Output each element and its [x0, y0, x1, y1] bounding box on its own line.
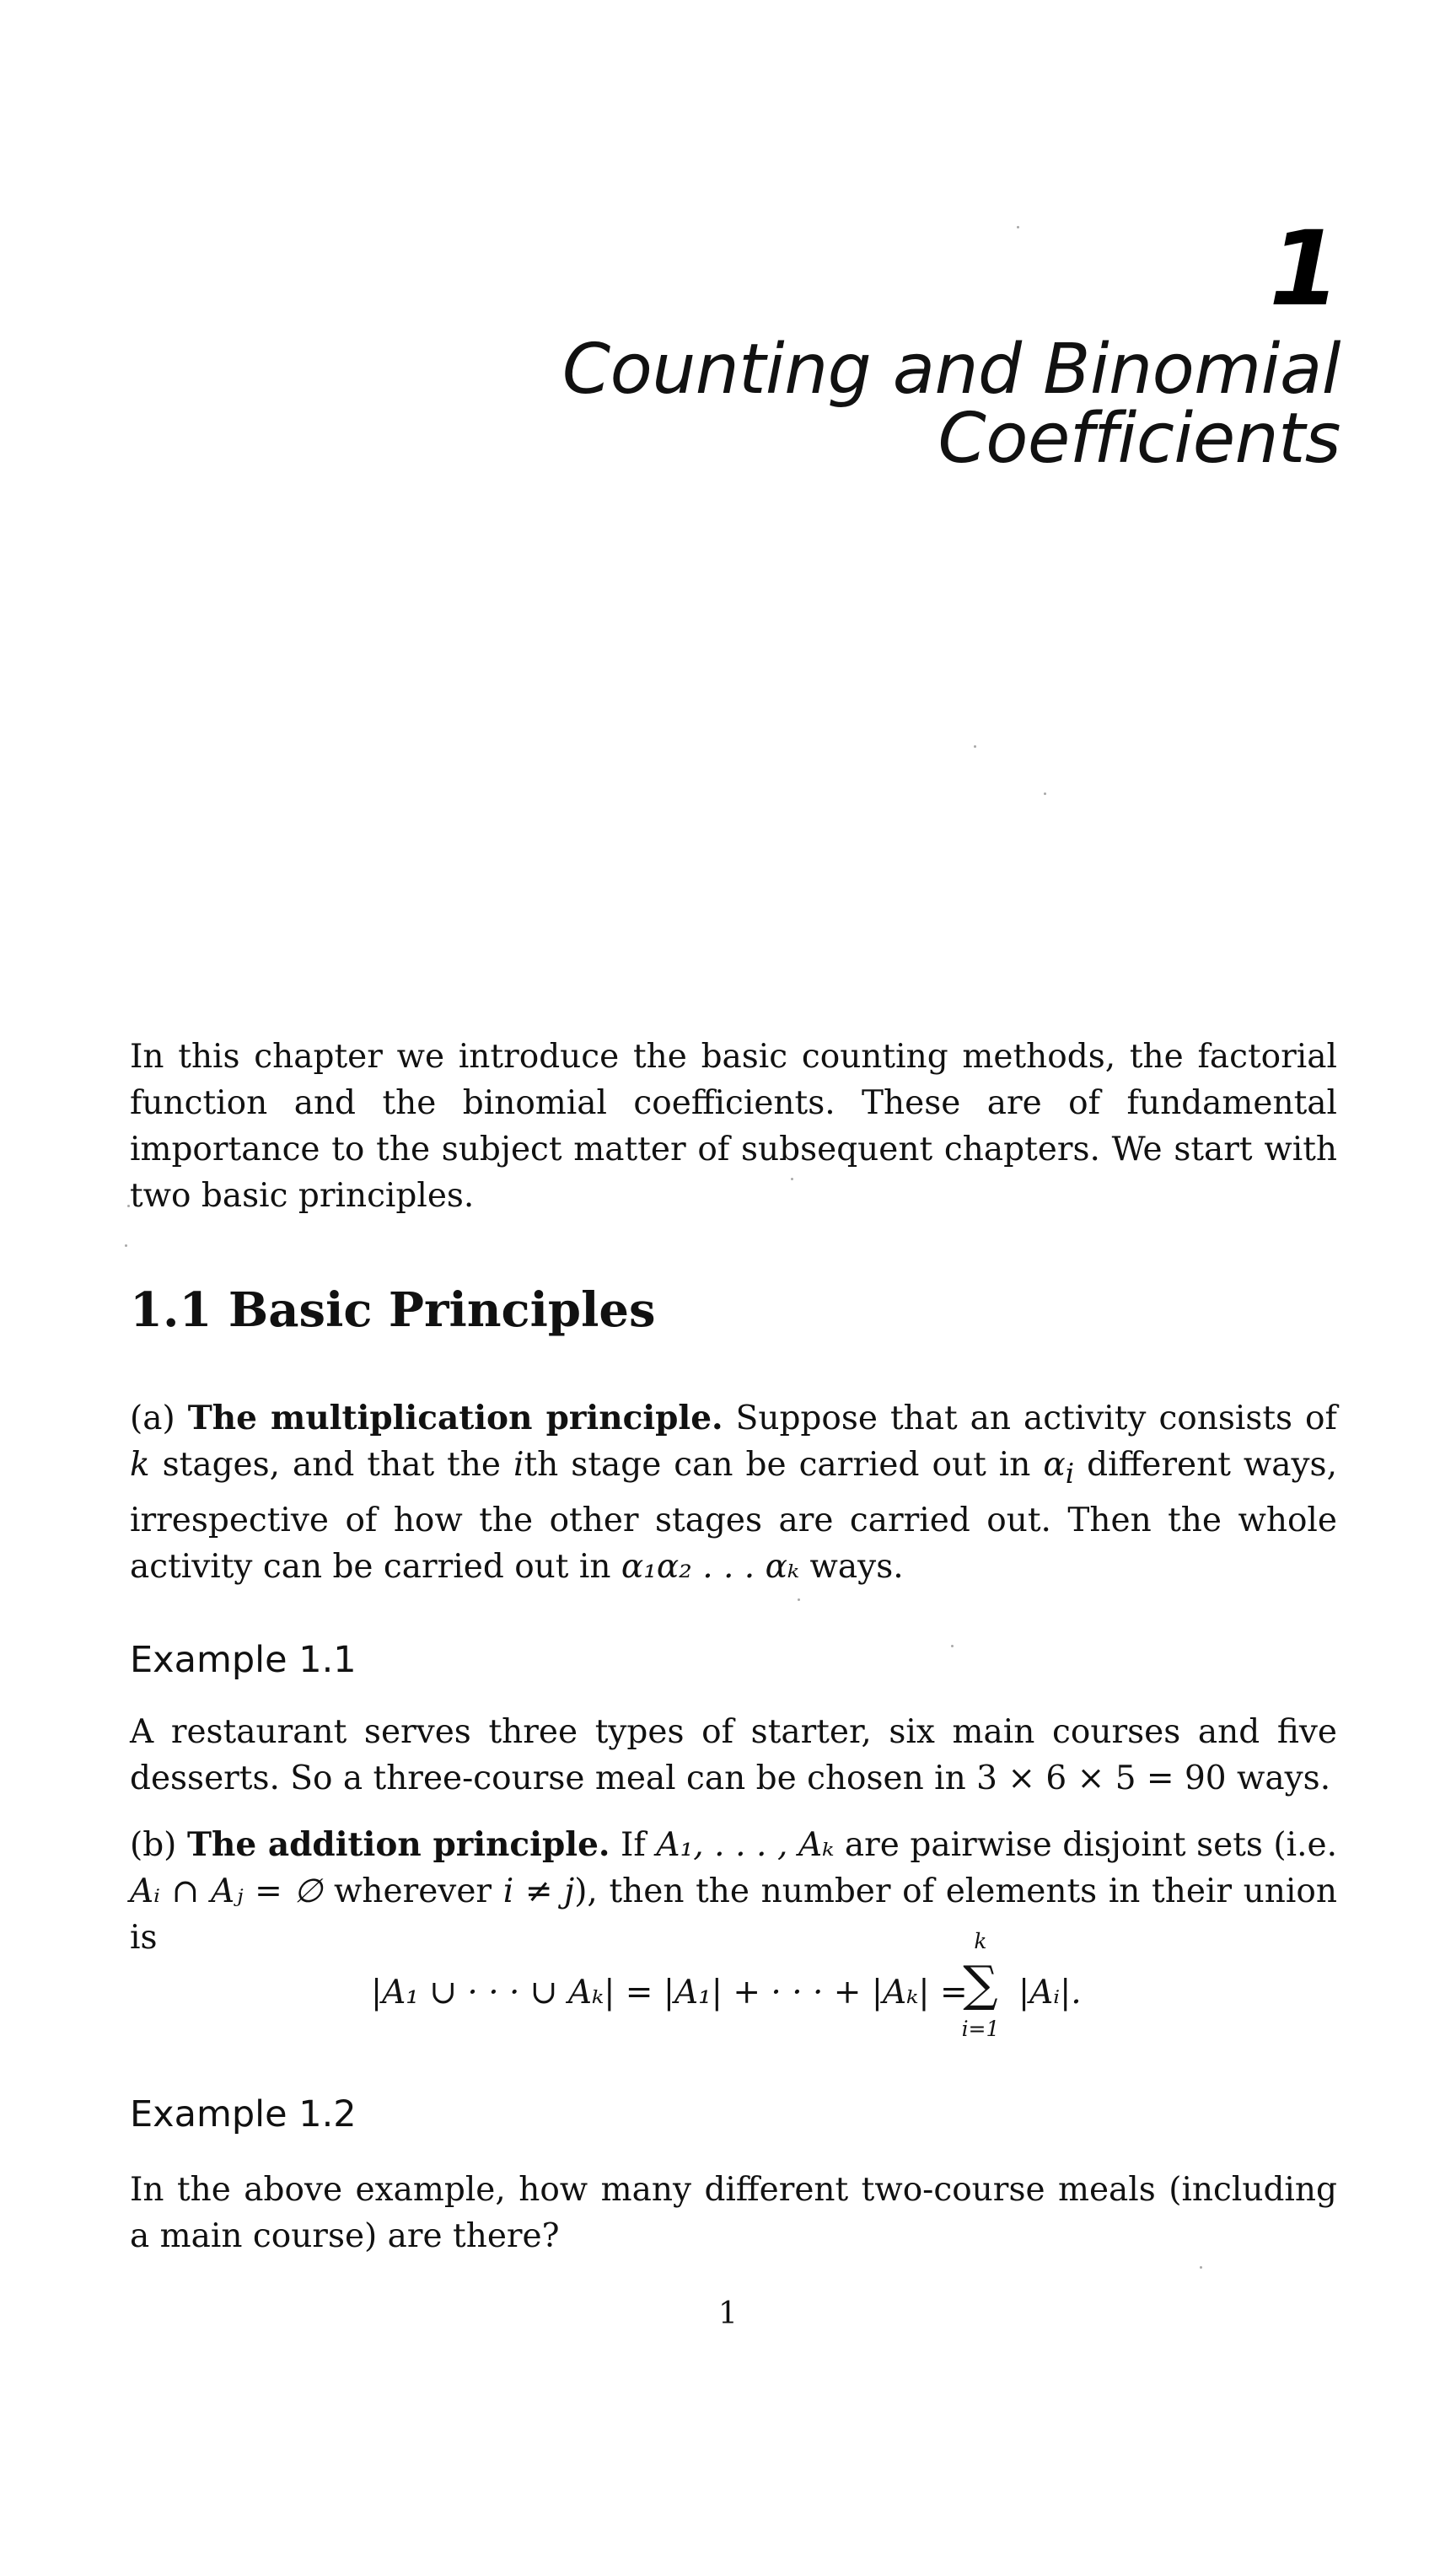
- principle-b-text-4: ), then the number of elements in their union is: [130, 1872, 1337, 1957]
- principle-b-sets: A₁, . . . , Aₖ: [656, 1826, 835, 1864]
- formula-main: |A₁ ∪ · · · ∪ Aₖ| = |A₁| + · · · + |Aₖ| =: [371, 1974, 968, 2012]
- principle-a-k: k: [130, 1446, 150, 1484]
- chapter-title: Counting and Binomial Coefficients: [561, 330, 1340, 479]
- principle-a-text-1: Suppose that an activity consists of: [723, 1399, 1337, 1437]
- principle-a-title: The multiplication principle.: [187, 1399, 723, 1437]
- chapter-number: 1: [1269, 209, 1340, 329]
- union-formula: [371, 1931, 1096, 2049]
- principle-b-text-1: If: [610, 1826, 657, 1864]
- principle-b-condition: Aᵢ ∩ Aⱼ = ∅: [130, 1872, 323, 1910]
- scan-speck: [125, 1244, 127, 1247]
- multiplication-principle-paragraph: [130, 1395, 1337, 1590]
- summation-sigma: ∑: [963, 1955, 998, 2012]
- principle-a-text-5: ways.: [799, 1547, 904, 1586]
- summation-upper-limit: k: [974, 1929, 987, 1953]
- principle-a-i: i: [513, 1446, 524, 1484]
- principle-a-alpha: α: [1043, 1446, 1066, 1484]
- example-2-text: In the above example, how many different two-course meals (including a main course) are there?: [130, 2171, 1337, 2255]
- example-2-heading: Example 1.2: [130, 2093, 357, 2135]
- principle-a-label: (a): [130, 1399, 175, 1437]
- scan-speck: [1200, 2266, 1202, 2269]
- example-1-text: A restaurant serves three types of starter, six main courses and five desserts. So a three-course meal can be chosen in 3 × 6 × 5 = 90 ways.: [130, 1713, 1337, 1797]
- scan-speck: [974, 745, 976, 748]
- scan-speck: [127, 1205, 130, 1207]
- intro-paragraph: In this chapter we introduce the basic counting methods, the factorial function and the binomial coefficients. These are of fundamental importance to the subject matter of subsequent chapters. We start with two basic principles.: [130, 1038, 1337, 1215]
- principle-a-text-2: stages, and that the: [149, 1446, 514, 1484]
- example-1-heading: Example 1.1: [130, 1639, 357, 1681]
- scan-speck: [1017, 226, 1019, 228]
- page-number: 1: [718, 2296, 738, 2331]
- scan-speck: [791, 1178, 793, 1180]
- summation: [953, 1931, 1008, 2049]
- principle-b-inequality: i ≠ j: [502, 1872, 575, 1910]
- principle-a-text-4: different ways, irrespective of how the other stages are carried out. Then the whole activity can be carried out in: [130, 1446, 1337, 1586]
- formula-tail: |Aᵢ|.: [1018, 1974, 1082, 2012]
- scan-speck: [798, 1598, 800, 1601]
- principle-b-title: The addition principle.: [186, 1825, 610, 1864]
- principle-a-product: α₁α₂ . . . αₖ: [621, 1547, 800, 1586]
- scan-speck: [1044, 792, 1046, 795]
- principle-a-text-3: th stage can be carried out in: [524, 1446, 1044, 1484]
- summation-lower-limit: i=1: [961, 2017, 1000, 2041]
- principle-a-alpha-subscript: i: [1065, 1457, 1075, 1490]
- principle-b-text-2: are pairwise disjoint sets (i.e.: [834, 1826, 1337, 1864]
- section-heading: 1.1 Basic Principles: [130, 1282, 656, 1338]
- principle-b-text-3: wherever: [322, 1872, 503, 1910]
- principle-b-label: (b): [130, 1826, 177, 1864]
- scan-speck: [951, 1645, 954, 1647]
